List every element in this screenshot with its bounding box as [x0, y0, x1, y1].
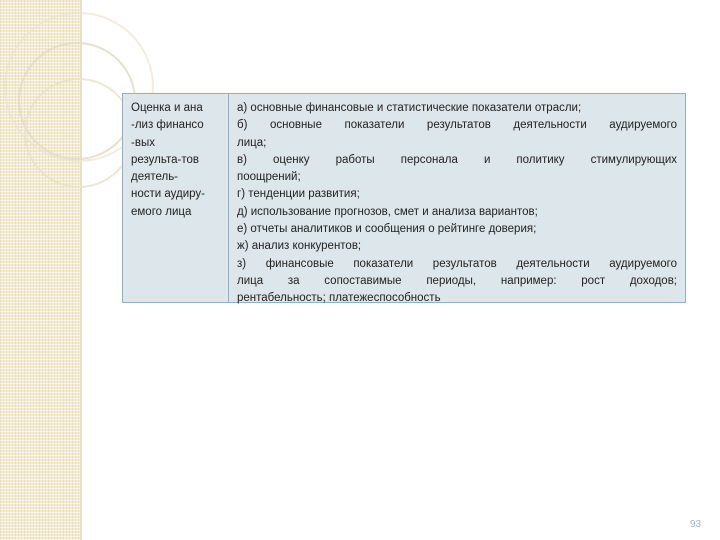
right-cell-line: б) основные показатели результатов деятельности аудируемого — [237, 119, 677, 132]
left-cell-line: -вых — [131, 136, 155, 149]
left-cell-line: Оценка и ана — [131, 102, 203, 114]
left-cell-line: деятель- — [131, 171, 179, 184]
right-cell-line: д) использование прогнозов, смет и анализа вариантов; — [237, 205, 538, 218]
right-cell-line: а) основные финансовые и статистические показатели отрасли; — [237, 102, 582, 114]
left-cell-line: емого лица — [131, 205, 192, 218]
right-cell-line: рентабельность; платежеспособность — [237, 292, 441, 305]
left-cell-line: ности аудиру- — [131, 188, 205, 201]
right-cell-line: поощрений; — [237, 171, 301, 184]
right-cell-line: з) финансовые показатели результатов деятельности аудируемого — [237, 257, 677, 270]
table-right-cell — [229, 94, 685, 305]
page-number: 93 — [690, 519, 702, 530]
right-cell-line: лица; — [237, 136, 267, 149]
left-cell-line: результа-тов — [131, 153, 199, 166]
right-cell-line: е) отчеты аналитиков и сообщения о рейтинге доверия; — [237, 223, 537, 236]
right-cell-line: в) оценку работы персонала и политику стимулирующих — [237, 153, 677, 166]
left-cell-line: -лиз финансо — [131, 119, 204, 132]
decorative-circle — [24, 78, 134, 188]
table-left-cell — [123, 94, 229, 302]
right-cell-line: г) тенденции развития; — [237, 188, 360, 201]
right-cell-line: ж) анализ конкурентов; — [237, 240, 362, 253]
right-cell-line: лица за сопоставимые периоды, например: рост доходов; — [237, 274, 677, 287]
content-table — [122, 93, 686, 303]
